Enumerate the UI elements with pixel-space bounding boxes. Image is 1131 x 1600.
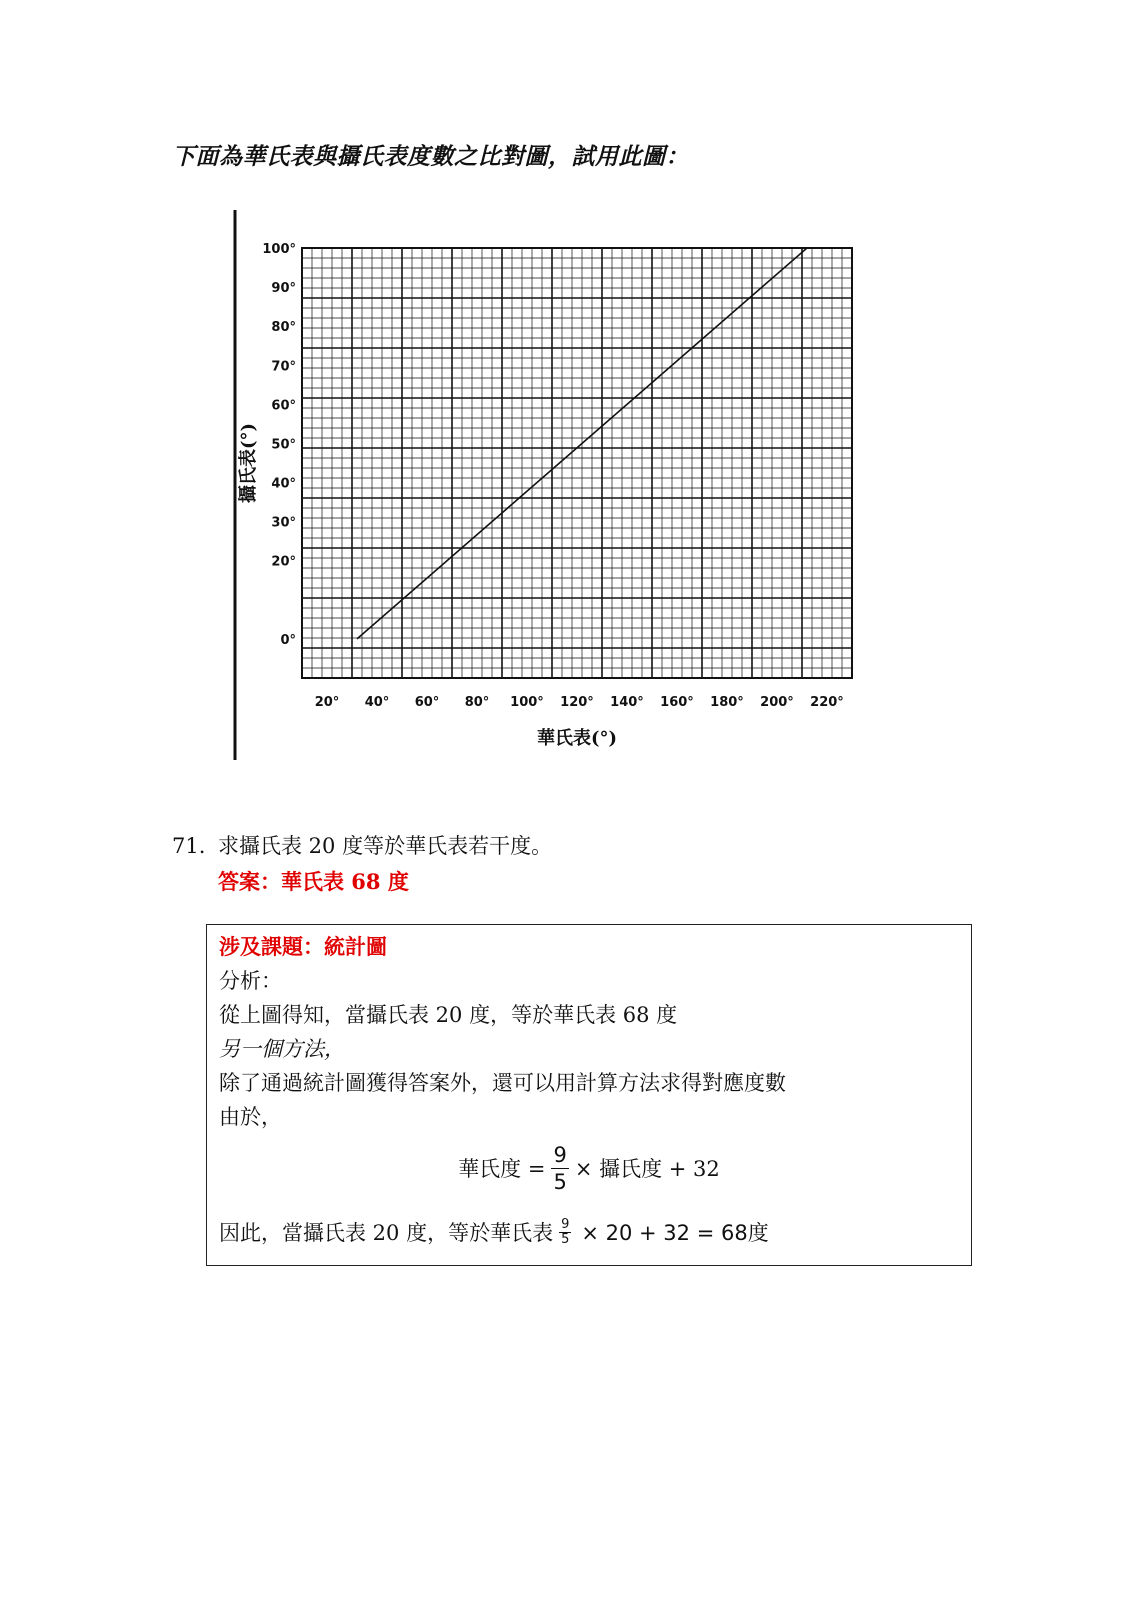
- formula-numerator: 9: [553, 1142, 567, 1167]
- y-tick-label: 100°: [262, 242, 296, 257]
- x-tick-label: 200°: [760, 695, 794, 710]
- analysis-box: [206, 924, 972, 1266]
- conclusion-numerator: 9: [561, 1216, 570, 1232]
- x-tick-label: 220°: [810, 695, 844, 710]
- conclusion-fraction: [559, 1218, 571, 1247]
- conclusion-suffix: × 20 + 32 = 68度: [581, 1221, 769, 1245]
- x-tick-label: 40°: [364, 695, 390, 710]
- y-tick-label: 50°: [271, 437, 296, 453]
- topic-label: 涉及課題：統計圖: [219, 934, 387, 959]
- x-tick-label: 120°: [560, 695, 594, 710]
- x-tick-label: 160°: [660, 695, 694, 710]
- analysis-line-2: 除了通過統計圖獲得答案外，還可以用計算方法求得對應度數: [219, 1071, 786, 1095]
- y-tick-label: 70°: [271, 359, 296, 375]
- y-tick-label: 60°: [271, 398, 296, 414]
- formula-denominator: 5: [553, 1169, 567, 1194]
- conversion-chart: [232, 208, 892, 780]
- formula-lhs: 華氏度 =: [458, 1157, 546, 1181]
- formula-fraction: [551, 1142, 568, 1195]
- x-tick-label: 60°: [414, 695, 440, 710]
- plot-frame: [302, 248, 852, 678]
- x-tick-label: 180°: [710, 695, 744, 710]
- question-text: 求攝氏表 20 度等於華氏表若干度。: [218, 834, 553, 858]
- conclusion-denominator: 5: [561, 1231, 570, 1247]
- y-tick-label: 30°: [271, 515, 296, 531]
- y-axis-label: 攝氏表(°): [238, 422, 259, 504]
- page-heading: 下面為華氏表與攝氏表度數之比對圖，試用此圖：: [172, 143, 689, 170]
- y-tick-label: 40°: [271, 476, 296, 492]
- conclusion-prefix: 因此，當攝氏表 20 度，等於華氏表: [219, 1221, 554, 1245]
- analysis-line-1: 從上圖得知，當攝氏表 20 度，等於華氏表 68 度: [219, 1003, 678, 1027]
- conversion-formula: [207, 1133, 971, 1203]
- y-tick-label: 80°: [271, 320, 296, 336]
- question-number: 71.: [172, 834, 206, 858]
- alternative-method: 另一個方法，: [219, 1037, 345, 1061]
- answer: 答案：華氏表 68 度: [218, 869, 409, 894]
- analysis-line-3: 由於，: [219, 1105, 282, 1129]
- y-tick-label: 20°: [271, 554, 296, 570]
- x-tick-label: 100°: [510, 695, 544, 710]
- y-tick-label: 0°: [280, 632, 296, 648]
- analysis-label: 分析：: [219, 969, 282, 993]
- chart-svg: [232, 208, 892, 780]
- conclusion: [219, 1217, 773, 1247]
- x-tick-label: 80°: [464, 695, 490, 710]
- x-tick-label: 20°: [314, 695, 340, 710]
- question: [172, 830, 552, 860]
- x-tick-label: 140°: [610, 695, 644, 710]
- x-axis-label: 華氏表(°): [536, 728, 618, 749]
- y-tick-label: 90°: [271, 281, 296, 297]
- formula-rhs: × 攝氏度 + 32: [574, 1157, 720, 1181]
